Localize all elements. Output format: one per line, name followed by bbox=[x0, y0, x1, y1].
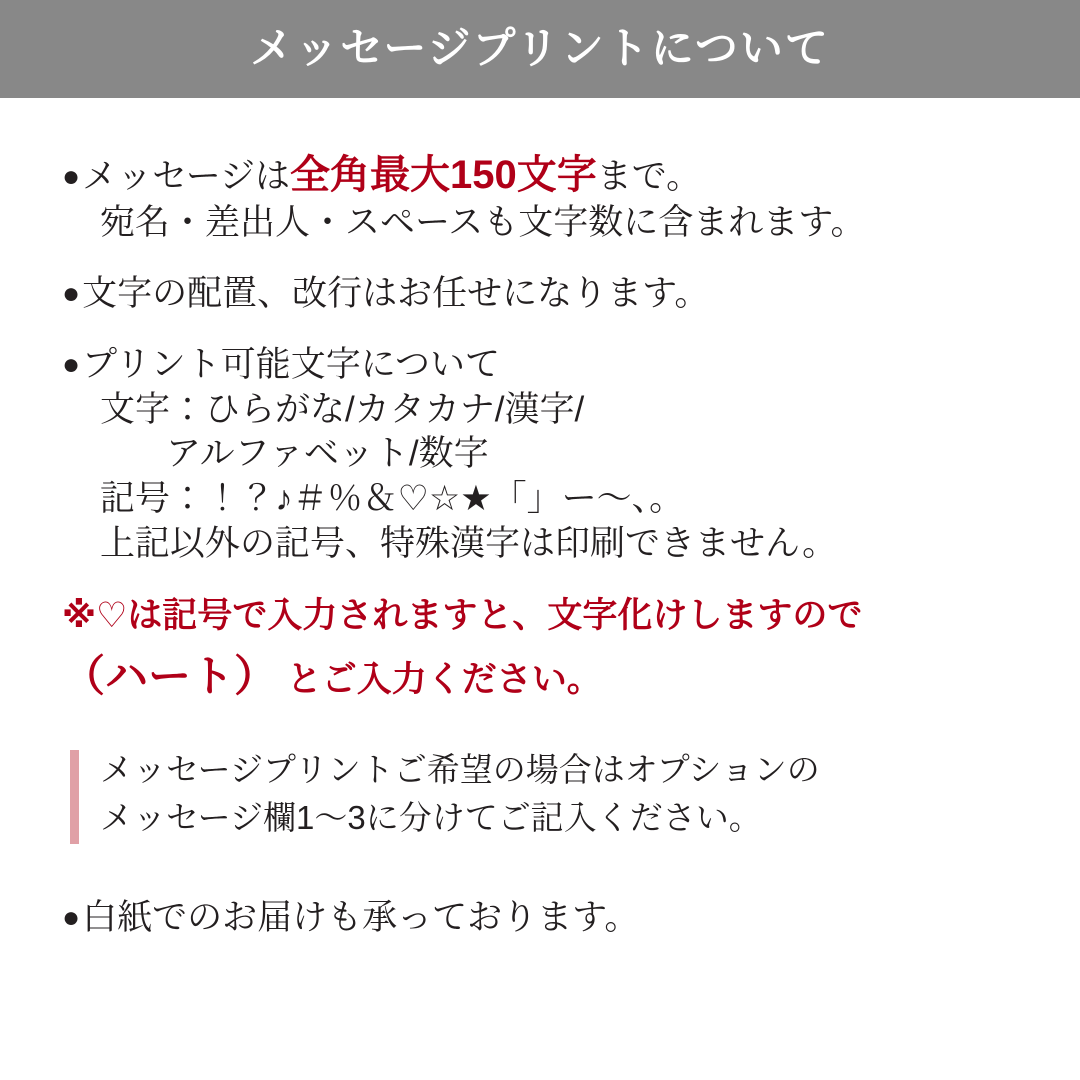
option-field-note-line-2: メッセージ欄1〜3に分けてご記入ください。 bbox=[100, 799, 762, 836]
section-printable-chars bbox=[62, 343, 1018, 567]
section-layout-lead bbox=[62, 272, 1018, 317]
printable-symbols-line: 記号：！？♪＃％＆♡☆★「」ー〜、。 bbox=[100, 479, 685, 519]
heart-word-instruction: とご入力ください。 bbox=[286, 660, 602, 700]
heart-symbol-warning-line-2 bbox=[62, 650, 1018, 706]
printable-chars-exclusion: 上記以外の記号、特殊漢字は印刷できません。 bbox=[100, 523, 838, 563]
note-accent-bar bbox=[70, 750, 79, 844]
bullet-icon: ● bbox=[62, 276, 81, 310]
heart-symbol-warning bbox=[62, 593, 1018, 706]
section-char-limit-highlight: 全角最大150文字 bbox=[290, 153, 597, 197]
section-printable-chars-lead-text: プリント可能文字について bbox=[82, 344, 501, 384]
heart-word-emphasis: （ハート） bbox=[62, 653, 277, 702]
page-title: メッセージプリントについて bbox=[250, 24, 830, 73]
printable-chars-line-1: 文字：ひらがな/カタカナ/漢字/ bbox=[100, 389, 585, 429]
section-layout-lead-text: 文字の配置、改行はお任せになります。 bbox=[82, 273, 710, 313]
section-printable-chars-lead bbox=[62, 343, 1018, 388]
section-blank-paper bbox=[62, 896, 1018, 941]
heart-symbol-warning-line-1: ※♡は記号で入力されますと、文字化けしますので bbox=[62, 595, 863, 635]
bullet-icon: ● bbox=[62, 900, 81, 934]
section-layout bbox=[62, 272, 1018, 317]
page-content bbox=[0, 98, 1080, 941]
option-field-note-line-1: メッセージプリントご希望の場合はオプションの bbox=[100, 751, 820, 789]
bullet-icon: ● bbox=[62, 347, 81, 381]
section-char-limit-sub: 宛名・差出人・スペースも文字数に含まれます。 bbox=[100, 203, 866, 243]
section-char-limit bbox=[62, 150, 1018, 246]
page-header bbox=[0, 0, 1080, 98]
section-char-limit-lead-before: メッセージは bbox=[82, 157, 291, 196]
section-blank-paper-lead bbox=[62, 896, 1018, 941]
bullet-icon: ● bbox=[62, 160, 81, 193]
printable-chars-line-2: アルファベット/数字 bbox=[166, 434, 489, 474]
section-char-limit-lead-after: まで。 bbox=[596, 157, 702, 196]
section-blank-paper-text: 白紙でのお届けも承っております。 bbox=[82, 897, 640, 937]
option-field-note bbox=[62, 746, 1018, 842]
section-char-limit-lead bbox=[62, 150, 1018, 201]
